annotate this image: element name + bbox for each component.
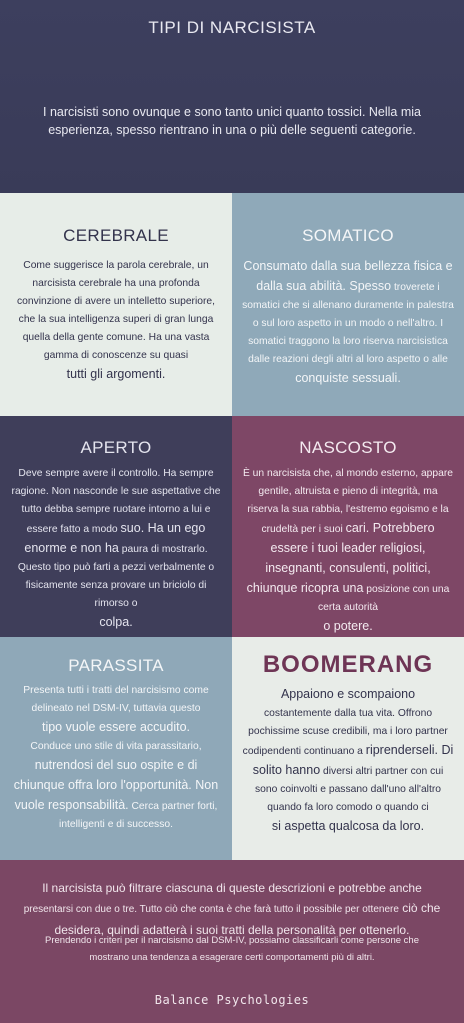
card-text-c: paura di mostrarlo. Questo tipo può farti a pezzi verbalmente o fisicamente senza provare un briciolo di rimorso o — [17, 544, 215, 609]
card-text-end: conquiste sessuali. — [295, 371, 401, 385]
footer-section — [0, 860, 464, 1023]
card-text-start: Consumato dalla sua bellezza fisica e dalla sua abilità. Spesso — [243, 259, 453, 293]
card-text-d: nutrendosi del suo ospite e di chiunque offra loro l'opportunità. Non vuole responsabilità. — [13, 758, 219, 812]
card-text-d: posizione con una certa autorità — [317, 584, 450, 613]
card-heading: SOMATICO — [302, 226, 394, 245]
card-text-c: riprenderseli. Di solito hanno — [252, 743, 454, 777]
card-text-a: Presenta tutti i tratti del narcisismo come delineato nel DSM-IV, tuttavia questo — [23, 685, 209, 714]
card-heading: APERTO — [80, 438, 152, 457]
card-boomerang — [232, 637, 464, 860]
card-text-a: Deve sempre avere il controllo. Ha sempre ragione. Non nasconde le sue aspettative che tutto debba sempre ruotare intorno a lui e essere fatto a modo — [11, 468, 221, 535]
footer-lead — [22, 878, 442, 940]
card-text-main: troverete i somatici che si allenano duramente in palestra o sul loro aspetto in un modo o nell'altro. I somatici traggono la loro riserva narcisistica dalle reazioni degli altri al loro aspetto o alle — [242, 282, 454, 365]
card-text-b: suo. Ha un ego enorme e non ha — [24, 521, 206, 555]
card-text-main: Come suggerisce la parola cerebrale, un narcisista cerebrale ha una profonda convinzione di avere un intelletto superiore, che la sua intelligenza superi di gran lunga quella della gente comune. Ha una vasta gamma di conoscenze su quasi — [16, 260, 216, 361]
card-text-c: Conduce uno stile di vita parassitario, — [30, 741, 202, 752]
card-heading: BOOMERANG — [262, 651, 434, 678]
card-text-b: costantemente dalla tua vita. Offrono pochissime scuse credibili, ma i loro partner codipendenti continuano a — [242, 708, 448, 757]
card-text-b: l'estremo egoismo e la crudeltà per i suoi — [261, 504, 449, 535]
card-cerebrale — [0, 193, 232, 416]
brand-name: Balance Psychologies — [154, 993, 310, 1007]
card-text — [242, 465, 454, 637]
card-text — [242, 685, 454, 837]
card-heading: PARASSITA — [68, 656, 164, 675]
card-heading: NASCOSTO — [299, 438, 397, 457]
page-title: TIPI DI NARCISISTA — [148, 18, 316, 37]
card-text-end: colpa. — [99, 615, 133, 629]
card-text — [242, 257, 454, 389]
footer-note: Prendendo i criteri per il narcisismo dal DSM-IV, possiamo classificarli come persone che mostrano una tendenza a esagerare certi comportamenti più di altri. — [45, 935, 419, 963]
card-parassita — [0, 637, 232, 860]
card-aperto — [0, 416, 232, 637]
card-text-e: Cerca partner forti, intelligenti e di successo. — [59, 801, 218, 830]
card-text-c: cari. Potrebbero essere i tuoi leader religiosi, insegnanti, consulenti, politici, chiunque ricopra una — [246, 521, 435, 595]
intro-text: I narcisisti sono ovunque e sono tanto unici quanto tossici. Nella mia esperienza, spesso rientrano in una o più delle seguenti categorie. — [43, 105, 421, 137]
card-text — [10, 465, 222, 633]
card-text-a: Appaiono e scompaiono — [280, 687, 416, 701]
card-text-end: o potere. — [323, 619, 373, 633]
footer-lead-b: presentarsi con due o tre. Tutto ciò che conta è che farà tutto il possibile per ottenere — [23, 904, 399, 915]
card-somatico — [232, 193, 464, 416]
card-text — [10, 682, 222, 834]
card-text-b: tipo vuole essere accudito. — [41, 720, 190, 734]
card-text — [10, 257, 222, 385]
card-text-d: diversi altri partner con cui sono coinvolti e passano dall'uno all'altro quando fa loro comodo o quando ci — [255, 766, 444, 813]
card-text-end: si aspetta qualcosa da loro. — [271, 819, 425, 833]
card-nascosto — [232, 416, 464, 637]
card-text-end: tutti gli argomenti. — [66, 367, 166, 381]
footer-lead-c: ciò che desidera, quindi adatterà i suoi tratti della personalità per ottenerlo. — [54, 901, 441, 937]
card-heading: CEREBRALE — [63, 226, 169, 245]
header-section — [0, 0, 464, 193]
footer-lead-a: Il narcisista può filtrare ciascuna di queste descrizioni e potrebbe anche — [42, 881, 422, 895]
card-text-a: È un narcisista che, al mondo esterno, appare gentile, altruista e pieno di integrità, ma riserva la sua rabbia, — [242, 468, 454, 515]
